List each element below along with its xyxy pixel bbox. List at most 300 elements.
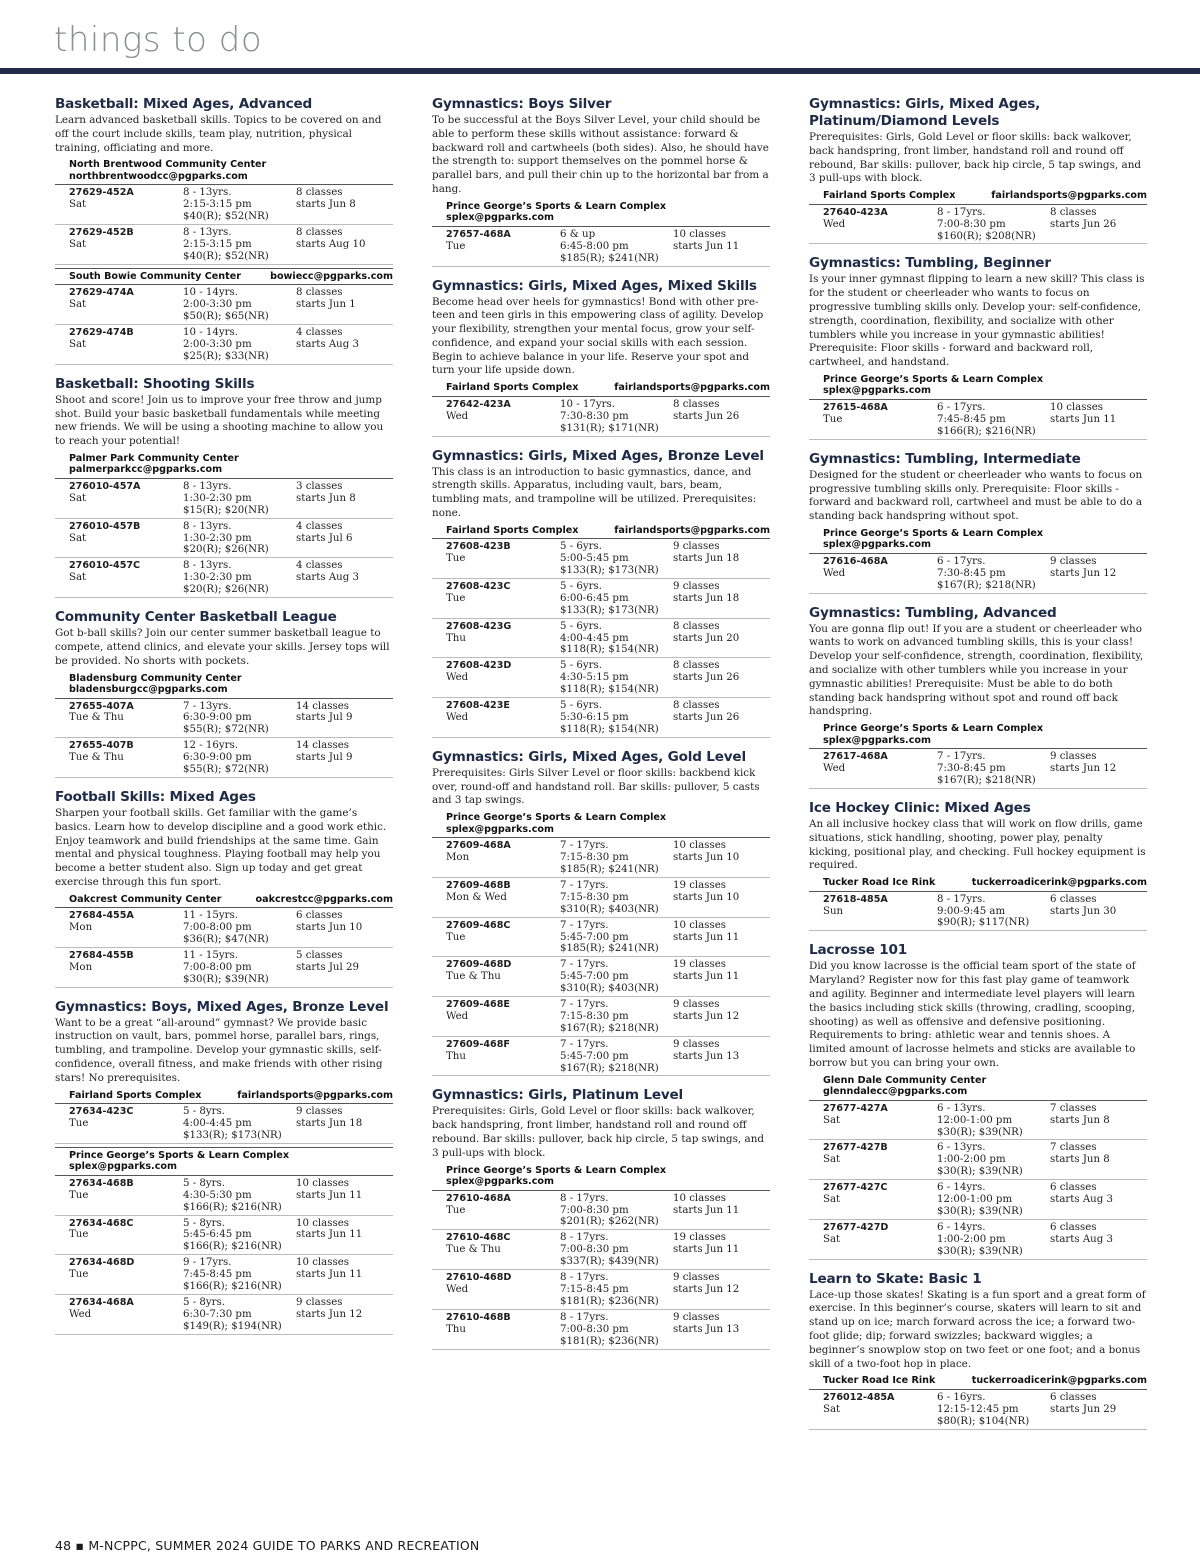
spacer [1050,231,1147,243]
class-days: Mon [446,852,470,864]
age-range: 5 - 8yrs. [183,1217,225,1229]
age-range: 6 - 16yrs. [937,1391,986,1403]
spacer [69,724,183,736]
start-date: starts Jun 11 [673,240,740,252]
start-date: starts Jun 8 [296,492,356,504]
spacer [823,1246,937,1258]
class-days: Thu [446,1050,466,1062]
class-time: 7:00-8:30 pm [560,1204,629,1216]
class-code: 27609-468A [446,840,511,852]
location-header [432,523,770,540]
program-section [55,609,393,778]
class-time: 12:15-12:45 pm [937,1403,1019,1415]
location-email[interactable]: tuckerroadicerink@pgparks.com [971,877,1147,889]
class-time: 2:15-3:15 pm [183,199,252,211]
location-email[interactable]: splex@pgparks.com [823,385,931,397]
class-count: 9 classes [673,580,720,592]
program-title: Gymnastics: Tumbling, Beginner [809,255,1051,272]
location-row [69,1090,393,1102]
class-offering-row [55,519,393,559]
location-email[interactable]: fairlandsports@pgparks.com [614,524,770,536]
class-price: $90(R); $117(NR) [937,917,1030,929]
class-count: 8 classes [296,227,343,239]
class-offering-row [432,658,770,698]
class-offering-row [55,908,393,948]
age-range: 5 - 6yrs. [560,660,602,672]
age-range: 7 - 17yrs. [560,879,609,891]
location-header [809,372,1147,400]
class-price: $118(R); $154(NR) [560,723,659,735]
program-description: An all inclusive hockey class that will work on flow drills, game situations, stick handling, shooting, power play, penalty kicking, positional play, and checking. Full hockey equipment is required. [809,817,1146,872]
spacer [69,1321,183,1333]
class-offering-row [55,1255,393,1295]
class-code: 27610-468A [446,1192,511,1204]
spacer [1050,1206,1147,1218]
class-days: Tue & Thu [69,752,124,764]
start-date: starts Jun 12 [296,1308,363,1320]
spacer [69,584,183,596]
class-code: 27608-423B [446,541,511,553]
class-code: 27608-423E [446,700,510,712]
spacer [823,1127,937,1139]
location-header [809,1073,1147,1101]
class-days: Wed [446,672,469,684]
program-description: Prerequisites: Girls, Gold Level or floor skills: back walkover, back handspring, front limber, handstand roll and round off rebound. Bar skills: pullover, back hip circle, 5 tap swings, and 3 pull-ups with block. [432,1105,765,1159]
spacer [673,423,770,435]
age-range: 8 - 13yrs. [183,227,232,239]
spacer [446,724,560,736]
class-code: 27609-468D [446,959,512,971]
class-price: $310(R); $403(NR) [560,903,659,915]
age-range: 7 - 17yrs. [560,999,609,1011]
spacer [69,1130,183,1142]
location-email[interactable]: palmerparkcc@pgparks.com [69,464,223,476]
spacer [446,644,560,656]
start-date: starts Jun 8 [1050,1114,1110,1126]
start-date: starts Jun 11 [296,1269,363,1281]
class-count: 10 classes [296,1177,349,1189]
program-title: Basketball: Shooting Skills [55,375,255,392]
class-code: 27608-423G [446,620,512,632]
age-range: 5 - 8yrs. [183,1297,225,1309]
class-time: 5:45-7:00 pm [560,1050,629,1062]
spacer [296,544,393,556]
class-code: 27684-455B [69,949,134,961]
class-offering-row [432,838,770,878]
class-count: 14 classes [296,700,349,712]
class-price: $30(R); $39(NR) [937,1245,1023,1257]
class-days: Sat [823,1154,841,1166]
class-count: 10 classes [673,228,726,240]
class-days: Sat [69,572,87,584]
location-email[interactable]: bowiecc@pgparks.com [270,270,393,282]
location-email[interactable]: splex@pgparks.com [446,1176,554,1188]
class-time: 5:45-7:00 pm [560,931,629,943]
class-count: 6 classes [1050,893,1097,905]
program-title: Gymnastics: Girls, Platinum Level [432,1087,683,1104]
spacer [69,505,183,517]
spacer [446,1256,560,1268]
spacer [296,1321,393,1333]
age-range: 12 - 16yrs. [183,740,238,752]
age-range: 7 - 17yrs. [560,1038,609,1050]
spacer [1050,1416,1147,1428]
class-days: Wed [823,218,846,230]
class-time: 5:30-6:15 pm [560,711,629,723]
start-date: starts Jun 11 [673,1244,740,1256]
class-count: 19 classes [673,1232,726,1244]
age-range: 8 - 13yrs. [183,480,232,492]
location-email[interactable]: splex@pgparks.com [823,539,931,551]
spacer [296,1281,393,1293]
program-title: Football Skills: Mixed Ages [55,788,256,805]
spacer [446,1063,560,1075]
class-code: 27634-468A [69,1297,134,1309]
class-count: 9 classes [673,999,720,1011]
start-date: starts Aug 3 [1050,1194,1113,1206]
location-header [55,671,393,699]
class-count: 8 classes [673,398,720,410]
class-price: $36(R); $47(NR) [183,934,269,946]
class-time: 2:00-3:30 pm [183,299,252,311]
start-date: starts Jun 13 [673,1323,740,1335]
location-name: Bladensburg Community Center [69,672,242,684]
age-range: 7 - 17yrs. [560,959,609,971]
class-price: $30(R); $39(NR) [937,1126,1023,1138]
spacer [446,1296,560,1308]
program-title: Ice Hockey Clinic: Mixed Ages [809,799,1031,816]
class-code: 27634-468D [69,1257,135,1269]
class-offering-row [432,539,770,579]
location-header [55,1088,393,1105]
class-count: 14 classes [296,740,349,752]
class-days: Tue [823,413,843,425]
class-time: 7:30-8:30 pm [560,410,629,422]
column-1 [55,96,393,1346]
location-email[interactable]: glenndalecc@pgparks.com [823,1086,968,1098]
class-price: $166(R); $216(NR) [183,1281,282,1293]
class-time: 12:00-1:00 pm [937,1114,1013,1126]
spacer [69,974,183,986]
spacer [446,904,560,916]
spacer [69,934,183,946]
program-description: Learn advanced basketball skills. Topics to be covered on and off the court include skills, team play, nutrition, physical training, officiating and more. [55,114,382,154]
class-days: Sat [69,532,87,544]
class-time: 7:15-8:45 pm [560,1284,629,1296]
spacer [673,253,770,265]
page-title: things to do [54,20,263,60]
class-count: 9 classes [296,1297,343,1309]
location-header [432,1163,770,1191]
class-time: 1:30-2:30 pm [183,572,252,584]
program-section [55,96,393,365]
start-date: starts Aug 3 [296,338,359,350]
class-code: 27677-427D [823,1221,889,1233]
start-date: starts Jun 8 [1050,1154,1110,1166]
class-code: 276010-457C [69,560,141,572]
program-title: Gymnastics: Girls, Mixed Ages, Bronze Level [432,447,764,464]
class-days: Tue [446,1204,466,1216]
class-time: 1:30-2:30 pm [183,532,252,544]
location-name: Prince George’s Sports & Learn Complex [823,527,1044,539]
spacer [69,251,183,263]
class-offering-row [432,1270,770,1310]
spacer [673,904,770,916]
class-days: Tue & Thu [446,971,501,983]
location-name: Prince George’s Sports & Learn Complex [446,812,667,824]
class-offering-row [55,738,393,778]
class-price: $167(R); $218(NR) [937,775,1036,786]
location-row [823,190,1147,202]
class-offering-row [809,892,1147,932]
class-time: 7:45-8:45 pm [937,413,1006,425]
spacer [446,1216,560,1228]
class-offering-row [809,205,1147,245]
class-days: Mon [69,961,93,973]
class-time: 7:00-8:30 pm [560,1244,629,1256]
spacer [823,917,937,929]
location-row [823,1375,1147,1387]
class-price: $201(R); $262(NR) [560,1216,659,1228]
class-price: $181(R); $236(NR) [560,1295,659,1307]
class-count: 8 classes [673,620,720,632]
class-time: 7:30-8:45 pm [937,567,1006,579]
location-email[interactable]: splex@pgparks.com [446,212,554,224]
class-code: 27610-468C [446,1232,511,1244]
location-email[interactable]: splex@pgparks.com [823,734,931,746]
class-offering-row [432,1191,770,1231]
class-offering-row [432,397,770,437]
spacer [823,426,937,438]
location-name: Palmer Park Community Center [69,452,239,464]
location-email[interactable]: tuckerroadicerink@pgparks.com [971,1375,1147,1387]
class-count: 8 classes [1050,206,1097,218]
class-offering-row [809,554,1147,594]
class-offering-row [55,225,393,265]
class-time: 7:00-8:30 pm [560,1323,629,1335]
spacer [823,1166,937,1178]
spacer [823,1206,937,1218]
program-description: Prerequisites: Girls Silver Level or floor skills: backbend kick over, round-off and handstand roll. Bar skills: pullover, 5 casts and 3 tap swings. [432,766,760,807]
class-offering-row [432,957,770,997]
program-description: This class is an introduction to basic gymnastics, dance, and strength skills. Apparatus, including vault, bars, beam, tumbling mats, and trampoline will be utilized. Prerequisites: none. [432,465,757,519]
class-code: 27608-423C [446,580,511,592]
class-days: Thu [446,1323,466,1335]
class-offering-row [809,1220,1147,1260]
class-code: 27640-423A [823,206,888,218]
spacer [446,684,560,696]
program-description: Shoot and score! Join us to improve your free throw and jump shot. Build your basic basketball fundamentals while meeting new friends. We will be using a shooting machine to allow you to reach your potential! [55,393,384,448]
class-count: 10 classes [296,1257,349,1269]
location-email[interactable]: fairlandsports@pgparks.com [237,1089,393,1101]
class-price: $25(R); $33(NR) [183,350,269,362]
class-price: $118(R); $154(NR) [560,644,659,656]
class-price: $166(R); $216(NR) [183,1201,282,1213]
class-offering-row [809,1140,1147,1180]
program-title: Community Center Basketball League [55,609,337,626]
start-date: starts Jul 6 [296,532,353,544]
location-name: Prince George’s Sports & Learn Complex [823,723,1044,735]
location-email[interactable]: northbrentwoodcc@pgparks.com [69,170,248,182]
class-days: Sat [69,492,87,504]
class-offering-row [432,579,770,619]
class-code: 27634-468B [69,1177,134,1189]
location-header [809,188,1147,205]
program-description: Become head over heels for gymnastics! Bond with other pre-teen and teen girls in this empowering class of agility. Develop your flexibility, strengthen your mental focus, grow your self-confidence, and expand your social skills with each session. Begin to achieve balance in your life. Reserve your spot and turn your life upside down. [432,295,764,377]
spacer [823,580,937,592]
class-price: $40(R); $52(NR) [183,211,269,223]
class-offering-row [809,1180,1147,1220]
spacer [673,1296,770,1308]
class-offering-row [809,400,1147,440]
spacer [1050,917,1147,929]
spacer [673,864,770,876]
class-code: 27677-427B [823,1142,888,1154]
class-count: 9 classes [673,1311,720,1323]
class-code: 27610-468D [446,1272,512,1284]
start-date: starts Jun 11 [296,1189,363,1201]
spacer [296,1130,393,1142]
class-count: 6 classes [1050,1182,1097,1194]
spacer [446,565,560,577]
location-email[interactable]: fairlandsports@pgparks.com [991,190,1147,202]
spacer [673,1336,770,1348]
program-description: You are gonna flip out! If you are a student or cheerleader who wants to work on advanced tumbling skills, this is your class! Develop your self-confidence, strength, coordination, flexibility, and socialize with other tumblers while you increase in your gymnastic abilities! Prerequisite: Must be able to do both standing back handspring without spot and round off back handspring. [809,622,1144,718]
class-price: $133(R); $173(NR) [560,604,659,616]
class-time: 1:00-2:00 pm [937,1154,1006,1166]
class-count: 4 classes [296,520,343,532]
class-price: $149(R); $194(NR) [183,1320,282,1332]
spacer [1050,1166,1147,1178]
class-code: 27608-423D [446,660,512,672]
age-range: 8 - 17yrs. [560,1192,609,1204]
class-days: Tue [446,931,466,943]
program-section [432,448,770,738]
class-price: $185(R); $241(NR) [560,252,659,264]
class-time: 2:00-3:30 pm [183,338,252,350]
age-range: 8 - 13yrs. [183,560,232,572]
class-time: 4:30-5:15 pm [560,672,629,684]
class-count: 4 classes [296,560,343,572]
class-time: 6:30-7:30 pm [183,1308,252,1320]
class-count: 7 classes [1050,1142,1097,1154]
location-email[interactable]: fairlandsports@pgparks.com [614,382,770,394]
class-offering-row [55,558,393,598]
location-header [432,199,770,227]
spacer [446,605,560,617]
program-section [809,942,1147,1259]
start-date: starts Jun 11 [673,971,740,983]
location-email[interactable]: oakcrestcc@pgparks.com [255,893,393,905]
spacer [296,251,393,263]
class-count: 3 classes [296,480,343,492]
start-date: starts Jun 18 [296,1118,363,1130]
class-days: Wed [446,1284,469,1296]
class-price: $166(R); $216(NR) [183,1241,282,1253]
class-code: 27629-474B [69,327,134,339]
class-code: 27657-468A [446,228,511,240]
spacer [69,1241,183,1253]
class-price: $133(R); $173(NR) [183,1129,282,1141]
spacer [296,211,393,223]
location-email[interactable]: bladensburgcc@pgparks.com [69,684,228,695]
spacer [446,1336,560,1348]
column-3 [809,96,1147,1441]
start-date: starts Jun 18 [673,553,740,565]
class-count: 19 classes [673,879,726,891]
class-time: 12:00-1:00 pm [937,1194,1013,1206]
class-days: Wed [823,763,846,775]
class-offering-row [55,1176,393,1216]
class-offering-row [432,918,770,958]
location-email[interactable]: splex@pgparks.com [69,1161,177,1173]
start-date: starts Aug 10 [296,239,366,251]
program-description: Is your inner gymnast flipping to learn a new skill? This class is for the student or cheerleader who wants to focus on progressive tumbling skills only. Develop your: self-confidence, strength, coordination, flexibility, and socialize with other tumblers while you increase in your gymnastic abilities! Prerequisite: Floor skills - forward and backward roll, cartwheel, and handstand. [809,273,1145,369]
location-name: Fairland Sports Complex [446,382,579,394]
age-range: 5 - 6yrs. [560,700,602,712]
class-code: 27615-468A [823,401,888,413]
program-description: Prerequisites: Girls, Gold Level or floor skills: back walkover, back handspring, front limber, handstand roll and round off rebound, Bar skills: pullover, back hip circle, 5 tap swings, and 3 pull-ups with block. [809,131,1142,185]
class-code: 27610-468B [446,1311,511,1323]
class-time: 5:45-7:00 pm [560,971,629,983]
class-time: 7:00-8:00 pm [183,922,252,934]
start-date: starts Jun 11 [296,1229,363,1241]
spacer [1050,580,1147,592]
program-title: Gymnastics: Girls, Mixed Ages, Mixed Skills [432,277,757,294]
class-count: 8 classes [673,660,720,672]
spacer [296,764,393,776]
class-code: 27677-427C [823,1182,888,1194]
spacer [69,1202,183,1214]
class-count: 9 classes [673,541,720,553]
location-name: Prince George’s Sports & Learn Complex [446,200,667,212]
class-price: $55(R); $72(NR) [183,764,269,776]
spacer [69,544,183,556]
class-count: 6 classes [296,910,343,922]
class-code: 27629-452A [69,187,134,199]
start-date: starts Jun 12 [1050,763,1117,775]
class-time: 7:00-8:00 pm [183,961,252,973]
location-header [55,451,393,479]
location-row [69,271,393,283]
class-code: 27609-468E [446,999,510,1011]
class-price: $55(R); $72(NR) [183,724,269,736]
class-offering-row [809,749,1147,789]
age-range: 8 - 13yrs. [183,520,232,532]
location-email[interactable]: splex@pgparks.com [446,823,554,835]
program-title: Basketball: Mixed Ages, Advanced [55,96,313,112]
program-title: Gymnastics: Boys Silver [432,96,612,112]
class-code: 276010-457B [69,520,141,532]
class-code: 27634-423C [69,1106,134,1118]
class-code: 27609-468B [446,879,511,891]
class-days: Sat [823,1233,841,1245]
start-date: starts Jun 11 [1050,413,1117,425]
class-price: $185(R); $241(NR) [560,863,659,875]
location-name: Fairland Sports Complex [69,1089,202,1101]
age-range: 5 - 6yrs. [560,541,602,553]
spacer [69,211,183,223]
class-days: Tue & Thu [446,1244,501,1256]
spacer [446,423,560,435]
location-header [55,1147,393,1176]
class-days: Tue [69,1269,89,1281]
start-date: starts Aug 3 [296,572,359,584]
class-time: 5:45-6:45 pm [183,1229,252,1241]
age-range: 11 - 15yrs. [183,910,238,922]
spacer [673,644,770,656]
class-offering-row [432,619,770,659]
